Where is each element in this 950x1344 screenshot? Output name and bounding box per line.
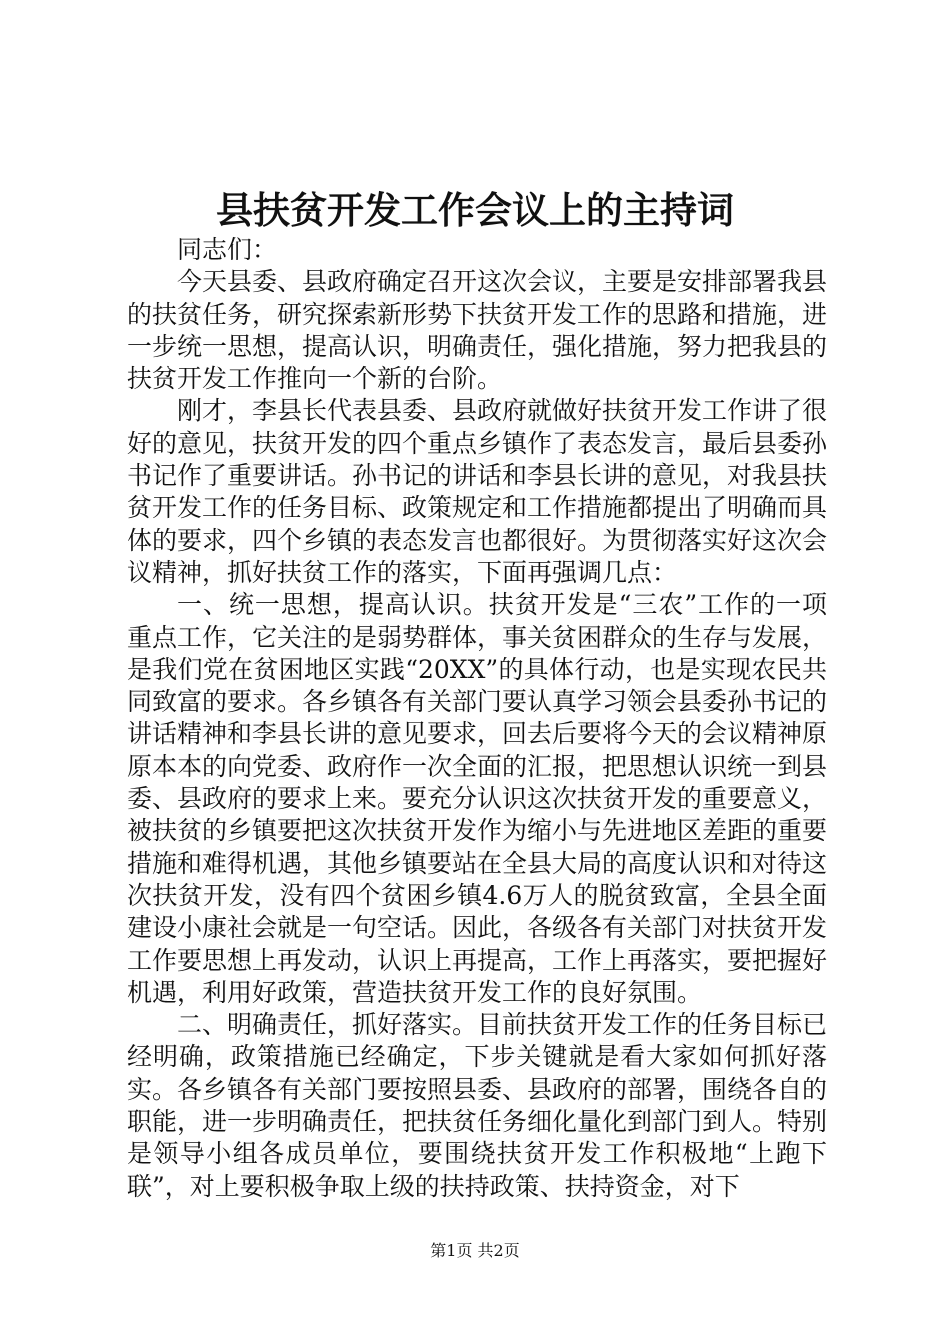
paragraph-intro: 今天县委、县政府确定召开这次会议，主要是安排部署我县的扶贫任务，研究探索新形势下扶贫开发工作的思路和措施，进一步统一思想，提高认识，明确责任，强化措施，努力把我县的扶贫开发工作推向一个新的台阶。 xyxy=(127,267,828,394)
document-body xyxy=(127,234,827,1203)
page-footer: 第1页 共2页 xyxy=(430,1241,520,1260)
paragraph-point-one: 一、统一思想，提高认识。扶贫开发是“三农”工作的一项重点工作，它关注的是弱势群体，事关贫困群众的生存与发展，是我们党在贫困地区实践“20XX”的具体行动，也是实现农民共同致富的要求。各乡镇各有关部门要认真学习领会县委孙书记的讲话精神和李县长讲的意见要求，回去后要将今天的会议精神原原本本的向党委、政府作一次全面的汇报，把思想认识统一到县委、县政府的要求上来。要充分认识这次扶贫开发的重要意义，被扶贫的乡镇要把这次扶贫开发作为缩小与先进地区差距的重要措施和难得机遇，其他乡镇要站在全县大局的高度认识和对待这次扶贫开发，没有四个贫困乡镇4.6万人的脱贫致富，全县全面建设小康社会就是一句空话。因此，各级各有关部门对扶贫开发工作要思想上再发动，认识上再提高，工作上再落实，要把握好机遇，利用好政策，营造扶贫开发工作的良好氛围。 xyxy=(127,590,828,1007)
paragraph-point-two: 二、明确责任，抓好落实。目前扶贫开发工作的任务目标已经明确，政策措施已经确定，下步关键就是看大家如何抓好落实。各乡镇各有关部门要按照县委、县政府的部署，围绕各自的职能，进一步明确责任，把扶贫任务细化量化到部门到人。特别是领导小组各成员单位，要围绕扶贫开发工作积极地“上跑下联”，对上要积极争取上级的扶持政策、扶持资金，对下 xyxy=(127,1010,828,1201)
document-title: 县扶贫开发工作会议上的主持词 xyxy=(216,188,734,232)
paragraph-summary: 刚才，李县长代表县委、县政府就做好扶贫开发工作讲了很好的意见，扶贫开发的四个重点乡镇作了表态发言，最后县委孙书记作了重要讲话。孙书记的讲话和李县长讲的意见，对我县扶贫开发工作的任务目标、政策规定和工作措施都提出了明确而具体的要求，四个乡镇的表态发言也都很好。为贯彻落实好这次会议精神，抓好扶贫工作的落实，下面再强调几点： xyxy=(127,396,828,587)
salutation: 同志们： xyxy=(177,235,278,264)
